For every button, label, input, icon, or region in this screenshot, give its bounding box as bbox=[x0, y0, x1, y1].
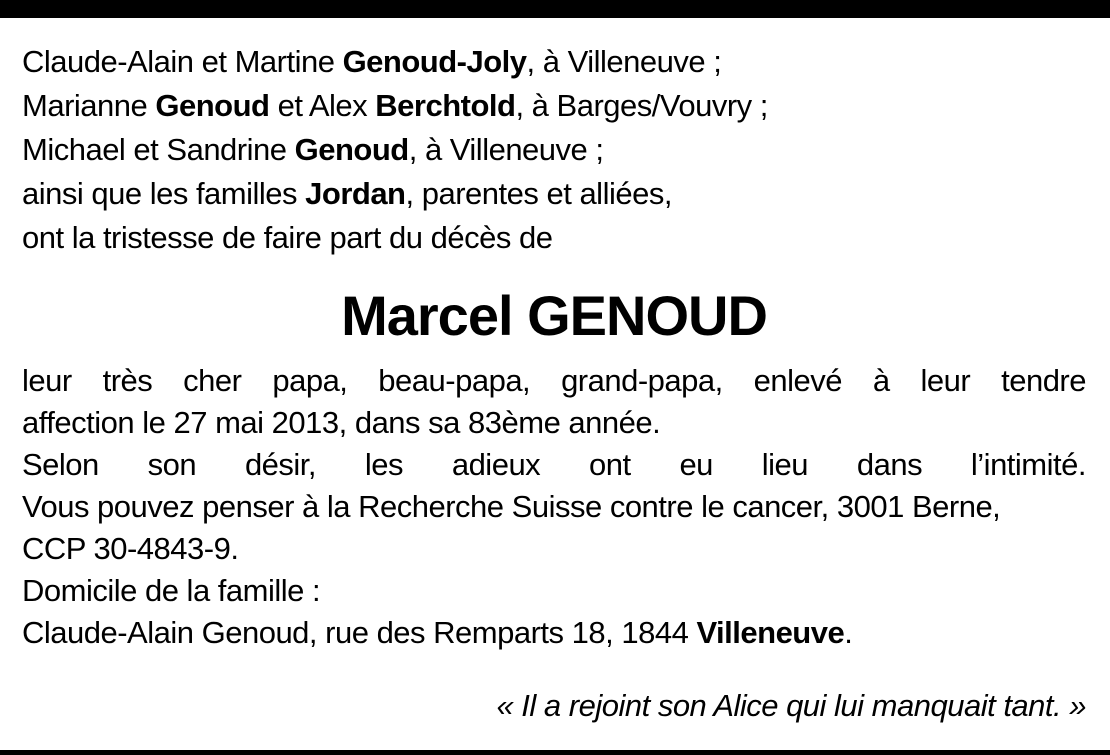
obituary-notice bbox=[22, 40, 1086, 723]
announcer-1-place: , à Villeneuve ; bbox=[526, 44, 722, 79]
announcer-line-3 bbox=[22, 128, 1086, 172]
announcer-line-2 bbox=[22, 84, 1086, 128]
announcer-1-surname: Genoud-Joly bbox=[342, 44, 527, 79]
announcement-line: ont la tristesse de faire part du décès de bbox=[22, 220, 553, 255]
body-line-5: CCP 30-4843-9. bbox=[22, 531, 239, 566]
announcer-2-partner-surname: Berchtold bbox=[375, 88, 516, 123]
announcer-line-4 bbox=[22, 172, 1086, 216]
announcer-line-1 bbox=[22, 40, 1086, 84]
announcer-3-place: , à Villeneuve ; bbox=[408, 132, 604, 167]
top-border-rule bbox=[0, 0, 1110, 18]
family-town: Villeneuve bbox=[696, 615, 845, 650]
announcer-2-partner: et Alex bbox=[269, 88, 376, 123]
family-address: Claude-Alain Genoud, rue des Remparts 18, 1844 bbox=[22, 615, 697, 650]
announcer-3-names: Michael et Sandrine bbox=[22, 132, 295, 167]
announcer-2-place: , à Barges/Vouvry ; bbox=[515, 88, 768, 123]
families-suffix: , parentes et alliées, bbox=[405, 176, 672, 211]
body-line-7 bbox=[22, 612, 1086, 654]
deceased-name: Marcel GENOUD bbox=[341, 284, 767, 347]
announcer-1-names: Claude-Alain et Martine bbox=[22, 44, 343, 79]
body-line-4: Vous pouvez penser à la Recherche Suisse contre le cancer, 3001 Berne, bbox=[22, 489, 1001, 524]
announcer-2-surname: Genoud bbox=[155, 88, 270, 123]
closing-quote: « Il a rejoint son Alice qui lui manquait tant. » bbox=[496, 688, 1086, 723]
announcer-3-surname: Genoud bbox=[294, 132, 409, 167]
families-prefix: ainsi que les familles bbox=[22, 176, 306, 211]
families-surname: Jordan bbox=[305, 176, 406, 211]
body-line-1: leur très cher papa, beau-papa, grand-papa, enlevé à leur tendre bbox=[22, 363, 1086, 398]
bottom-border-rule bbox=[0, 750, 1110, 755]
announcer-2-names: Marianne bbox=[22, 88, 156, 123]
address-period: . bbox=[844, 615, 853, 650]
body-line-3: Selon son désir, les adieux ont eu lieu dans l’intimité. bbox=[22, 447, 1086, 482]
body-line-2: affection le 27 mai 2013, dans sa 83ème année. bbox=[22, 405, 661, 440]
body-line-6: Domicile de la famille : bbox=[22, 573, 321, 608]
notice-body bbox=[22, 360, 1086, 654]
